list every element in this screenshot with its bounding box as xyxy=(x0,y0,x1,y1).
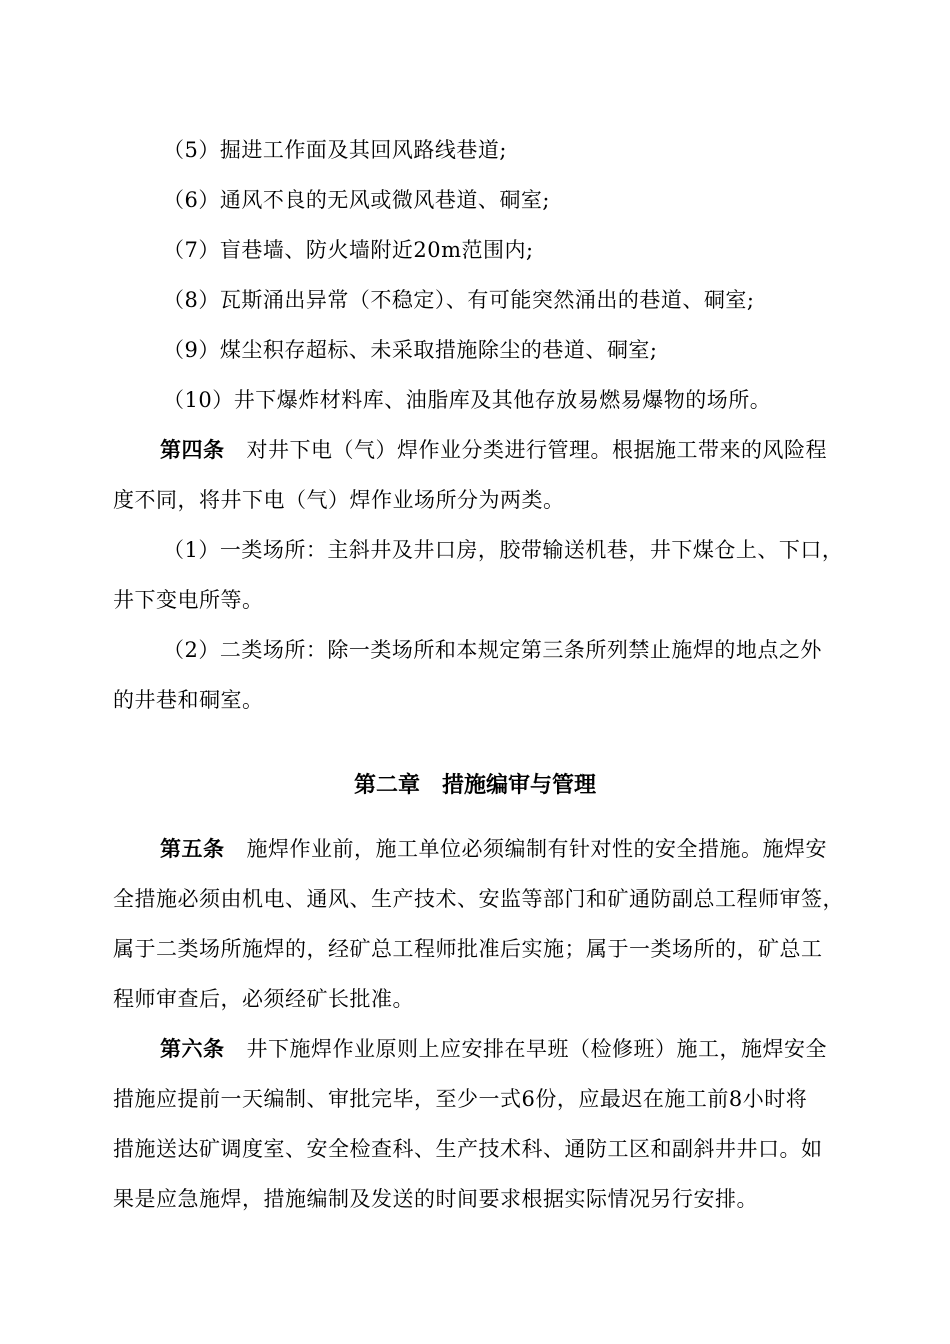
article-4-label: 第四条 xyxy=(160,438,225,462)
article-6-text-4: 果是应急施焊，措施编制及发送的时间要求根据实际情况另行安排。 xyxy=(113,1187,758,1211)
list-item-6: （6）通风不良的无风或微风巷道、硐室; xyxy=(163,188,550,212)
list-item-8: （8）瓦斯涌出异常（不稳定）、有可能突然涌出的巷道、硐室; xyxy=(163,288,755,312)
list-item-7: （7）盲巷墙、防火墙附近20m范围内; xyxy=(163,238,534,262)
article-6-text-2: 措施应提前一天编制、审批完毕，至少一式6份，应最迟在施工前8小时将 xyxy=(113,1087,808,1111)
article-5-text-4: 程师审查后，必须经矿长批准。 xyxy=(113,987,414,1011)
article-4-item-1-line-1: （1）一类场所：主斜井及井口房，胶带输送机巷，井下煤仓上、下口， xyxy=(163,538,844,562)
article-4-text-2: 度不同，将井下电（气）焊作业场所分为两类。 xyxy=(113,488,565,512)
article-5-text-3: 属于二类场所施焊的，经矿总工程师批准后实施；属于一类场所的，矿总工 xyxy=(113,937,823,961)
chapter-title: 第二章 措施编审与管理 xyxy=(353,773,596,798)
list-item-10: （10）井下爆炸材料库、油脂库及其他存放易燃易爆物的场所。 xyxy=(163,388,772,412)
article-6-text-3: 措施送达矿调度室、安全检查科、生产技术科、通防工区和副斜井井口。如 xyxy=(113,1137,823,1161)
article-4-first-line xyxy=(160,435,827,465)
article-4-item-2-line-2: 的井巷和硐室。 xyxy=(113,688,264,712)
article-5-text-1: 施焊作业前，施工单位必须编制有针对性的安全措施。施焊安 xyxy=(246,837,827,861)
article-6-first-line xyxy=(160,1034,827,1064)
article-5-first-line xyxy=(160,834,827,864)
article-6-label: 第六条 xyxy=(160,1037,225,1061)
article-4-item-2-line-1: （2）二类场所：除一类场所和本规定第三条所列禁止施焊的地点之外 xyxy=(163,638,822,662)
list-item-5: （5）掘进工作面及其回风路线巷道; xyxy=(163,138,507,162)
article-5-text-2: 全措施必须由机电、通风、生产技术、安监等部门和矿通防副总工程师审签， xyxy=(113,887,844,911)
article-5-label: 第五条 xyxy=(160,837,225,861)
article-4-item-1-line-2: 井下变电所等。 xyxy=(113,588,264,612)
article-4-text-1: 对井下电（气）焊作业分类进行管理。根据施工带来的风险程 xyxy=(246,438,827,462)
article-6-text-1: 井下施焊作业原则上应安排在早班（检修班）施工，施焊安全 xyxy=(246,1037,827,1061)
list-item-9: （9）煤尘积存超标、未采取措施除尘的巷道、硐室; xyxy=(163,338,658,362)
